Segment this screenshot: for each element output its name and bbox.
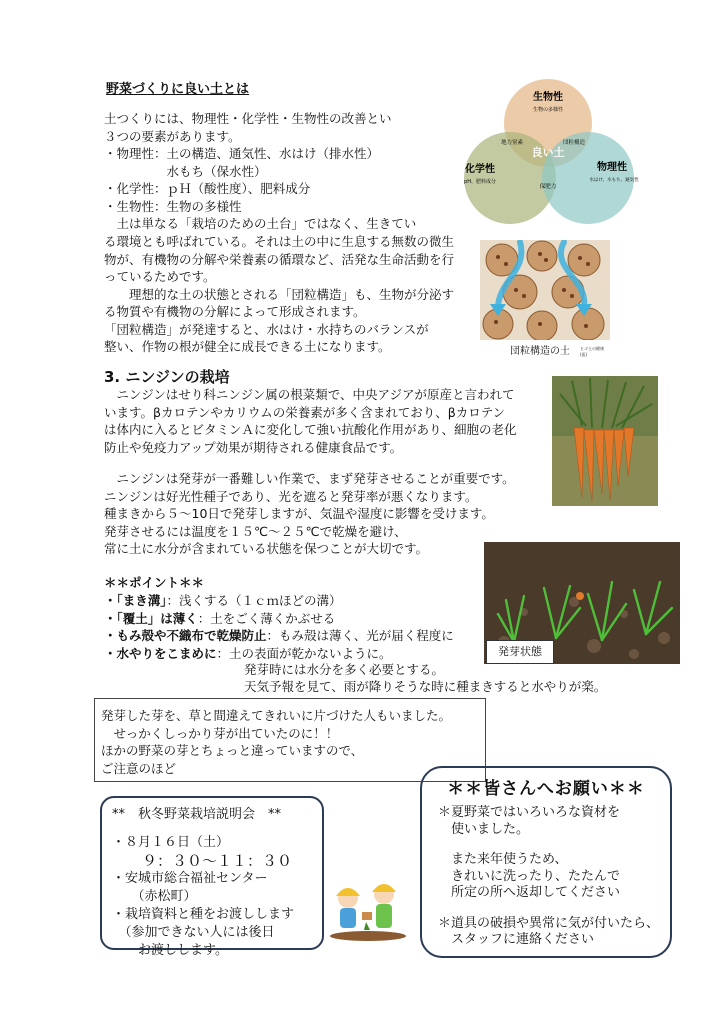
text-line: ニンジンはせり科ニンジン属の根菜類で、中央アジアが原産と言われて bbox=[104, 387, 515, 402]
points-after-1: 発芽時には水分を多く必要とする。 bbox=[244, 662, 445, 677]
event-box bbox=[100, 796, 324, 958]
venn-overlap-cp: 保肥力 bbox=[539, 184, 557, 190]
point-item bbox=[104, 645, 454, 663]
sprout-label: 発芽状態 bbox=[486, 640, 554, 664]
text-line: 発芽させるには温度を１５℃〜２５℃で乾燥を避け、 bbox=[104, 523, 407, 539]
point-text: ：土をごく薄くかぶせる bbox=[197, 610, 336, 626]
text-line: 土は単なる「栽培のための土台」ではなく、生きてい bbox=[104, 216, 417, 231]
text-line: 物が、有機物の分解や栄養素の循環など、活発な生命活動を行 bbox=[104, 251, 455, 267]
text-line: 理想的な土の状態とされる「団粒構造」も、生物が分泌す bbox=[104, 286, 455, 302]
section-title-good-soil: 野菜づくりに良い土とは bbox=[106, 82, 250, 97]
venn-chem-label: 化学性 bbox=[465, 164, 495, 175]
event-line: （参加できない人には後日 bbox=[112, 925, 275, 940]
event-line: お渡しします。 bbox=[112, 943, 228, 958]
text-line: います。βカロテンやカリウムの栄養素が多く含まれており、βカロテン bbox=[104, 404, 506, 420]
note-line: ご注意のほど bbox=[101, 760, 177, 776]
venn-phys-sub: 水はけ、水もち、通気性 bbox=[589, 178, 639, 183]
request-line: 使いました。 bbox=[438, 821, 530, 837]
text-line: 種まきから５〜10日で発芽しますが、気温や湿度に影響を受けます。 bbox=[104, 506, 494, 521]
soil-structure-illustration bbox=[480, 240, 610, 357]
request-title: ＊＊皆さんへお願い＊＊ bbox=[447, 779, 645, 799]
point-key: ・水やりをこまめに bbox=[104, 645, 217, 661]
request-line: スタッフに連絡ください bbox=[438, 932, 595, 947]
text-line: ・物理性：土の構造、通気性、水はけ（排水性） bbox=[104, 146, 380, 161]
note-line: 発芽した芽を、草と間違えてきれいに片づけた人もいました。 bbox=[101, 708, 452, 723]
carrot-photo bbox=[552, 376, 658, 506]
text-line: は体内に入るとビタミンＡに変化して強い抗酸化作用があり、細胞の老化 bbox=[104, 422, 517, 437]
event-line: ・栽培資料と種をお渡しします bbox=[112, 907, 295, 922]
request-line: ＊道具の破損や異常に気が付いたら、 bbox=[438, 915, 660, 931]
text-line: る環境とも呼ばれている。それは土の中に生息する無数の微生 bbox=[104, 234, 455, 249]
text-line: ニンジンは発芽が一番難しい作業で、まず発芽させることが重要です。 bbox=[104, 471, 515, 486]
carrot-intro-text bbox=[104, 386, 517, 456]
text-line: 防止や免疫力アップ効果が期待される健康食品です。 bbox=[104, 439, 403, 455]
venn-center-label: 良い土 bbox=[531, 146, 565, 159]
points-list bbox=[104, 592, 454, 662]
event-line: ９：３０〜１１：３０ bbox=[112, 852, 293, 870]
event-line: （赤松町） bbox=[112, 889, 197, 904]
venn-overlap-bp: 団粒構造 bbox=[562, 140, 586, 146]
points-after-2: 天気予報を見て、雨が降りそうな時に種まきすると水やりが楽。 bbox=[244, 679, 607, 694]
event-line: ・８月１６日（土） bbox=[112, 835, 230, 850]
request-line bbox=[438, 838, 670, 852]
text-line: ニンジンは好光性種子であり、光を遮ると発芽率が悪くなります。 bbox=[104, 488, 478, 504]
request-box bbox=[420, 766, 672, 958]
points-title: ＊＊ポイント＊＊ bbox=[104, 575, 205, 590]
soil-credit: ヒゴ土の健康(仮) bbox=[580, 346, 604, 357]
point-key: ・「覆土」は薄く bbox=[104, 610, 198, 626]
event-title: ** 秋冬野菜栽培説明会 ** bbox=[112, 807, 282, 822]
point-key: ・もみ殻や不織布で乾燥防止 bbox=[104, 628, 267, 643]
good-soil-venn-diagram bbox=[450, 78, 640, 228]
good-soil-text-2 bbox=[104, 233, 454, 356]
text-line: ・生物性：生物の多様性 bbox=[104, 198, 242, 214]
point-text: ：浅くする（１ｃｍほどの溝） bbox=[166, 593, 342, 608]
kids-gardening-illustration bbox=[328, 876, 408, 942]
venn-overlap-bc: 地力窒素 bbox=[500, 140, 524, 146]
text-line: ・化学性：ｐＨ（酸性度）、肥料成分 bbox=[104, 181, 311, 196]
event-line: ・安城市総合福祉センター bbox=[112, 871, 268, 886]
text-line: る物質や有機物の分解によって形成されます。 bbox=[104, 304, 366, 319]
soil-caption: 団粒構造の土 bbox=[510, 346, 570, 357]
request-line: ＊夏野菜ではいろいろな資材を bbox=[438, 805, 621, 820]
venn-bio-sub: 生物の多様性 bbox=[532, 107, 564, 113]
soil-aggregate-image bbox=[480, 240, 610, 340]
carrot-germination-text bbox=[104, 470, 515, 558]
point-text: ：もみ殻は薄く、光が届く程度に bbox=[266, 628, 454, 643]
text-line: 常に土に水分が含まれている状態を保つことが大切です。 bbox=[104, 541, 429, 556]
note-box bbox=[94, 698, 486, 782]
point-key: ・「まき溝」 bbox=[104, 593, 167, 608]
note-line: ほかの野菜の芽とちょっと違っていますので、 bbox=[101, 743, 364, 758]
point-item bbox=[104, 610, 454, 628]
request-line: きれいに洗ったり、たたんで bbox=[438, 868, 621, 884]
point-item bbox=[104, 627, 454, 645]
text-line: 「団粒構造」が発達すると、水はけ・水持ちのバランスが bbox=[104, 321, 429, 337]
text-line: 整い、作物の根が健全に成長できる土になります。 bbox=[104, 339, 391, 354]
request-line: 所定の所へ返却してください bbox=[438, 885, 621, 900]
text-line: 土つくりには、物理性・化学性・生物性の改善とい bbox=[104, 111, 392, 126]
good-soil-text bbox=[104, 110, 416, 233]
text-line: ３つの要素があります。 bbox=[104, 128, 241, 144]
point-text: ：土の表面が乾かないように。 bbox=[216, 645, 392, 661]
venn-phys-label: 物理性 bbox=[597, 162, 627, 173]
venn-chem-sub: pH、肥料成分 bbox=[464, 179, 496, 185]
text-line: 水もち（保水性） bbox=[104, 163, 267, 179]
request-line: また来年使うため、 bbox=[438, 852, 568, 867]
point-item bbox=[104, 592, 454, 610]
request-line bbox=[438, 902, 670, 916]
section-title-carrot: 3. ニンジンの栽培 bbox=[104, 368, 230, 386]
text-line: っているためです。 bbox=[104, 269, 216, 284]
venn-bio-label: 生物性 bbox=[533, 92, 563, 103]
note-line: せっかくしっかり芽が出ていたのに！！ bbox=[101, 725, 339, 741]
